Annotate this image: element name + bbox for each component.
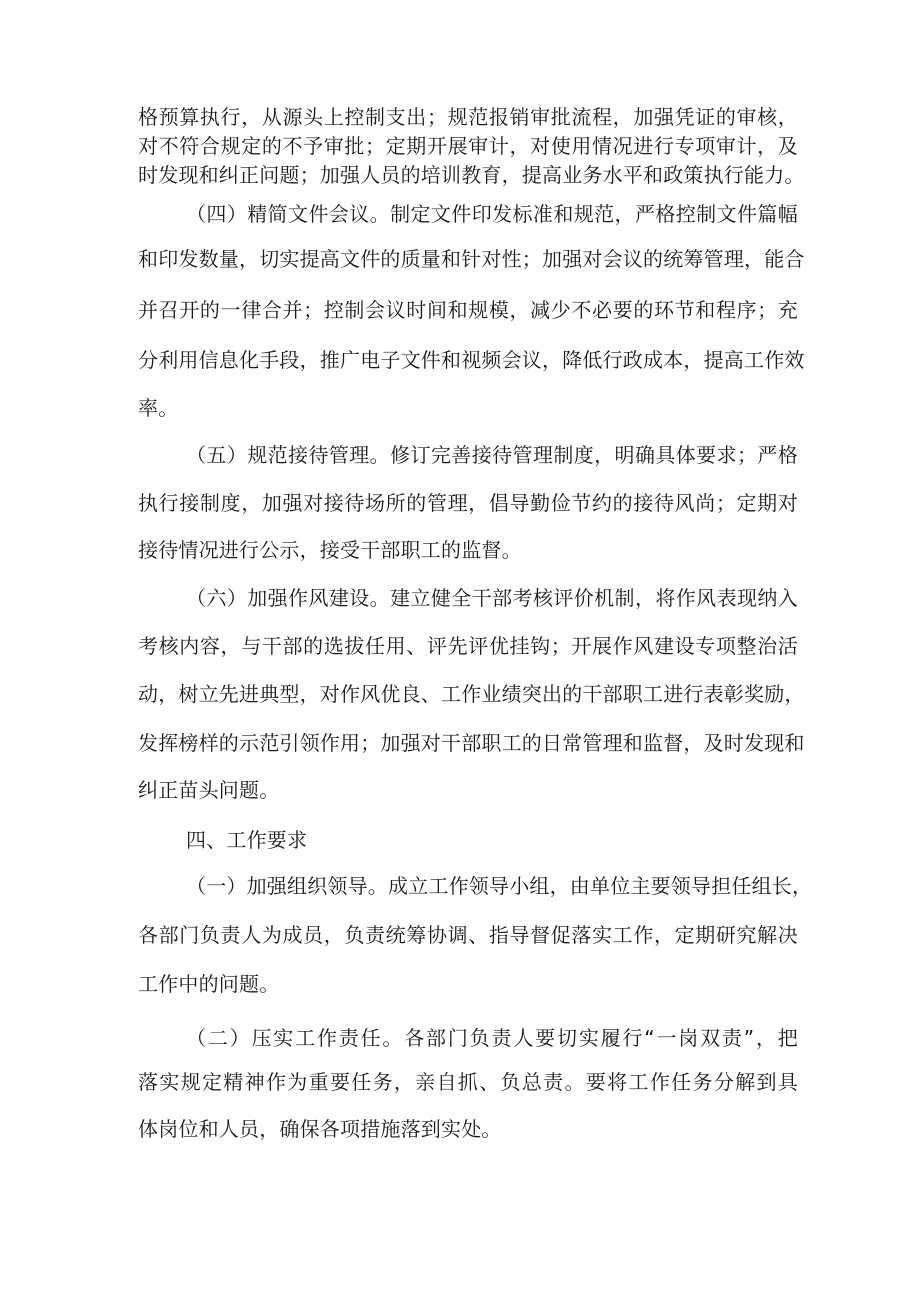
text-line: 分利用信息化手段，推广电子文件和视频会议，降低行政成本，提高工作效 <box>138 348 805 372</box>
section-heading-line: （五）规范接待管理。修订完善接待管理制度，明确具体要求；严格 <box>186 443 798 467</box>
section-title: 四、工作要求 <box>186 828 308 852</box>
text-line: 体岗位和人员，确保各项措施落到实处。 <box>138 1117 502 1141</box>
text-line: 各部门负责人为成员，负责统筹协调、指导督促落实工作，定期研究解决 <box>138 923 798 947</box>
section-heading-line: （六）加强作风建设。建立健全干部考核评价机制，将作风表现纳入 <box>186 586 798 610</box>
section-heading-line: （二）压实工作责任。各部门负责人要切实履行“一岗双责”，把 <box>186 1026 798 1050</box>
text-line: 纠正苗头问题。 <box>138 778 280 802</box>
text-line: 并召开的一律合并；控制会议时间和规模，减少不必要的环节和程序；充 <box>138 298 798 322</box>
text-line: 执行接制度，加强对接待场所的管理，倡导勤俭节约的接待风尚；定期对 <box>138 491 798 515</box>
text-line: 时发现和纠正问题；加强人员的培训教育，提高业务水平和政策执行能力。 <box>138 163 805 187</box>
text-line: 和印发数量，切实提高文件的质量和针对性；加强对会议的统筹管理，能合 <box>138 247 805 271</box>
text-line: 落实规定精神作为重要任务，亲自抓、负总责。要将工作任务分解到具 <box>138 1070 798 1094</box>
text-line: 率。 <box>138 396 179 420</box>
section-heading-line: （一）加强组织领导。成立工作领导小组，由单位主要领导担任组长， <box>186 874 813 898</box>
text-line: 格预算执行，从源头上控制支出；规范报销审批流程，加强凭证的审核， <box>138 105 798 129</box>
text-line: 对不符合规定的不予审批；定期开展审计，对使用情况进行专项审计，及 <box>138 134 798 158</box>
text-line: 考核内容，与干部的选拔任用、评先评优挂钩；开展作风建设专项整治活 <box>138 634 798 658</box>
text-line: 工作中的问题。 <box>138 972 280 996</box>
section-heading-line: （四）精简文件会议。制定文件印发标准和规范，严格控制文件篇幅 <box>186 202 798 226</box>
text-line: 动，树立先进典型，对作风优良、工作业绩突出的干部职工进行表彰奖励， <box>138 682 805 706</box>
text-line: 接待情况进行公示，接受干部职工的监督。 <box>138 538 522 562</box>
text-line: 发挥榜样的示范引领作用；加强对干部职工的日常管理和监督，及时发现和 <box>138 731 805 755</box>
